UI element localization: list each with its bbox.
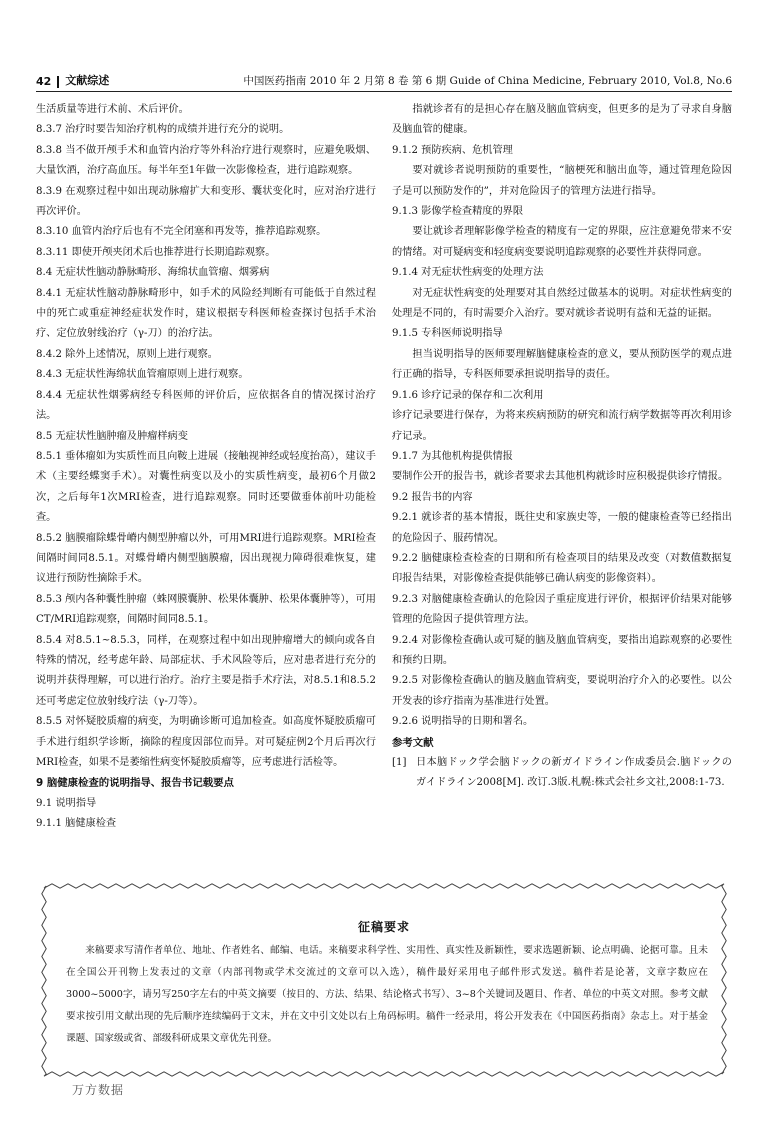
paragraph: 8.3.7 治疗时要告知治疗机构的成绩并进行充分的说明。 (36, 124, 290, 136)
reference-text: 日本脑ドック学会脑ドックの新ガイドライン作成委员会.脑ドックのガイドライン2008[M]. 改订.3版.札幌:株式会社乡文社,2008:1-73. (416, 757, 732, 789)
section-heading: 参考文献 (392, 736, 434, 749)
paragraph: 8.4.2 除外上述情况，原则上进行观察。 (36, 348, 218, 360)
watermark: 万方数据 (72, 1083, 125, 1097)
journal-info: 中国医药指南 2010 年 2 月第 8 卷 第 6 期 Guide of China Medicine, February 2010, Vol.8, No.6 (243, 75, 732, 87)
right-column (392, 100, 732, 870)
paragraph: 9.1.7 为其他机构提供情报 (392, 450, 513, 462)
paragraph: 8.4 无症状性脑动静脉畸形、海绵状血管瘤、烟雾病 (36, 267, 270, 279)
paragraph: 担当说明指导的医师要理解脑健康检查的意义，要从预防医学的观点进行正确的指导，专科医师要承担说明指导的责任。 (392, 348, 732, 381)
paragraph: 8.3.11 即使开颅夹闭术后也推荐进行长期追踪观察。 (36, 246, 276, 258)
paragraph: 9.2.4 对影像检查确认或可疑的脑及脑血管病变，要指出追踪观察的必要性和预约日期。 (392, 634, 732, 666)
notice-title: 征稿要求 (357, 920, 410, 934)
page-header (36, 66, 732, 88)
paragraph: 8.5.3 颅内各种囊性肿瘤（蛛网膜囊肿、松果体囊肿、松果体囊肿等），可用CT/MRI追踪观察，间隔时间同8.5.1。 (36, 593, 376, 626)
left-column (36, 100, 376, 870)
paragraph: 9.2 报告书的内容 (392, 491, 473, 503)
paragraph: 要对就诊者说明预防的重要性，“脑梗死和脑出血等，通过管理危险因子是可以预防发作的”，并对危险因子的管理方法进行指导。 (392, 165, 732, 197)
paragraph: 9.1.1 脑健康检查 (36, 818, 117, 830)
paragraph: 9.1.6 诊疗记录的保存和二次利用 (392, 389, 544, 401)
paragraph: 8.3.10 血管内治疗后也有不完全闭塞和再发等，推荐追踪观察。 (36, 226, 327, 238)
paragraph: 8.5.1 垂体瘤如为实质性而且向鞍上进展（接触视神经或轻度抬高），建议手术（主要经蝶窦手术）。对囊性病变以及小的实质性病变，最初6个月做2次，之后每年1次MRI检查，进行追踪观察。同时还要做垂体前叶功能检查。 (36, 450, 376, 524)
paragraph: 8.5 无症状性脑肿瘤及肿瘤样病变 (36, 430, 188, 442)
paragraph: 9.1.3 影像学检查精度的界限 (392, 206, 524, 218)
reference-list (392, 753, 732, 794)
paragraph: 9.2.1 就诊者的基本情报，既往史和家族史等，一般的健康检查等已经指出的危险因子、服药情况。 (392, 512, 732, 544)
paragraph: 9.2.6 说明指导的日期和署名。 (392, 716, 534, 728)
paragraph: 9.2.2 脑健康检查检查的日期和所有检查项目的结果及改变（对数值数据复印报告结果，对影像检查提供能够已确认病变的影像资料）。 (392, 552, 732, 585)
paragraph: 8.3.9 在观察过程中如出现动脉瘤扩大和变形、囊状变化时，应对治疗进行再次评价。 (36, 185, 376, 218)
notice-body: 来稿要求写清作者单位、地址、作者姓名、邮编、电话。来稿要求科学性、实用性、真实性及新颖性，要求选题新颖、论点明确、论据可靠。且未在全国公开刊物上发表过的文章（内部刊物或学术交流过的文章可以入选），稿件最好采用电子邮件形式发送。稿件若是论著，文章字数应在3000~5000字，请另写250字左右的中英文摘要（按目的、方法、结果、结论格式书写）、3~8个关键词及题目、作者、单位的中英文对照。参考文献要求按引用文献出现的先后顺序连续编码于文末，并在文中引文处以右上角码标明。稿件一经录用，将公开发表在《中国医药指南》杂志上。对于基金课题、国家级或省、部级科研成果文章优先刊登。 (66, 945, 708, 1044)
reference-number: [1] (392, 757, 407, 768)
paragraph: 生活质量等进行术前、术后评价。 (36, 104, 189, 115)
paragraph: 诊疗记录要进行保存，为将来疾病预防的研究和流行病学数据等再次利用诊疗记录。 (392, 410, 732, 442)
paragraph: 9.1.4 对无症状性病变的处理方法 (392, 267, 544, 279)
paragraph: 对无症状性病变的处理要对其自然经过做基本的说明。对症状性病变的处理是不同的，有时需要介入治疗。要对就诊者说明有益和无益的证据。 (392, 287, 732, 320)
paragraph: 8.5.4 对8.5.1~8.5.3，同样，在观察过程中如出现肿瘤增大的倾向或各自特殊的情况，经考虑年龄、局部症状、手术风险等后，应对患者进行充分的说明并获得理解，可以进行治疗。治疗主要是指手术疗法，对8.5.1和8.5.2还可考虑定位放射线疗法（γ-刀等）。 (36, 634, 376, 707)
paragraph: 9.1 说明指导 (36, 797, 97, 809)
call-for-papers-box (38, 880, 730, 1080)
paragraph: 指就诊者有的是担心存在脑及脑血管病变，但更多的是为了寻求自身脑及脑血管的健康。 (392, 104, 732, 136)
paragraph: 9.1.5 专科医师说明指导 (392, 328, 503, 340)
paragraph: 要制作公开的报告书，就诊者要求去其他机构就诊时应积极提供诊疗情报。 (392, 471, 729, 483)
header-divider (57, 76, 59, 88)
paragraph: 9.2.3 对脑健康检查确认的危险因子重症度进行评价，根据评价结果对能够管理的危险因子提供管理方法。 (392, 593, 732, 626)
section-heading: 9 脑健康检查的说明指导、报告书记载要点 (36, 777, 234, 790)
paragraph: 8.4.3 无症状性海绵状血管瘤原则上进行观察。 (36, 369, 249, 381)
paragraph: 8.5.5 对怀疑胶质瘤的病变，为明确诊断可追加检查。如高度怀疑胶质瘤可手术进行组织学诊断，摘除的程度因部位而异。对可疑症例2个月后再次行MRI检查，如果不是萎缩性病变怀疑胶质瘤等，应考虑进行活检等。 (36, 716, 376, 768)
paragraph: 9.2.5 对影像检查确认的脑及脑血管病变，要说明治疗介入的必要性。以公开发表的诊疗指南为基准进行处置。 (392, 675, 732, 707)
article-body (36, 100, 732, 870)
paragraph: 8.5.2 脑膜瘤除蝶骨嵴内侧型肿瘤以外，可用MRI进行追踪观察。MRI检查间隔时间同8.5.1。对蝶骨嵴内侧型脑膜瘤，因出现视力障碍很难恢复，建议进行预防性摘除手术。 (36, 532, 376, 585)
paragraph: 9.1.2 预防疾病、危机管理 (392, 144, 513, 156)
paragraph: 要让就诊者理解影像学检查的精度有一定的界限，应注意避免带来不安的情绪。对可疑病变和轻度病变要说明追踪观察的必要性并获得同意。 (392, 226, 732, 258)
header-rule (36, 91, 732, 92)
section-title: 文献综述 (65, 74, 110, 87)
paragraph: 8.4.4 无症状性烟雾病经专科医师的评价后，应依据各自的情况探讨治疗法。 (36, 389, 376, 422)
reference-item (392, 753, 732, 794)
paragraph: 8.4.1 无症状性脑动静脉畸形中，如手术的风险经判断有可能低于自然过程中的死亡或重症神经症状发作时，建议根据专科医师检查探讨包括手术治疗、定位放射线治疗（γ-刀）的治疗法。 (36, 287, 376, 340)
header-left (36, 72, 109, 88)
page-number: 42 (36, 75, 52, 88)
right-column-text (392, 100, 732, 753)
paragraph: 8.3.8 当不做开颅手术和血管内治疗等外科治疗进行观察时，应避免吸烟、大量饮酒，治疗高血压。每半年至1年做一次影像检查，进行追踪观察。 (36, 144, 376, 177)
